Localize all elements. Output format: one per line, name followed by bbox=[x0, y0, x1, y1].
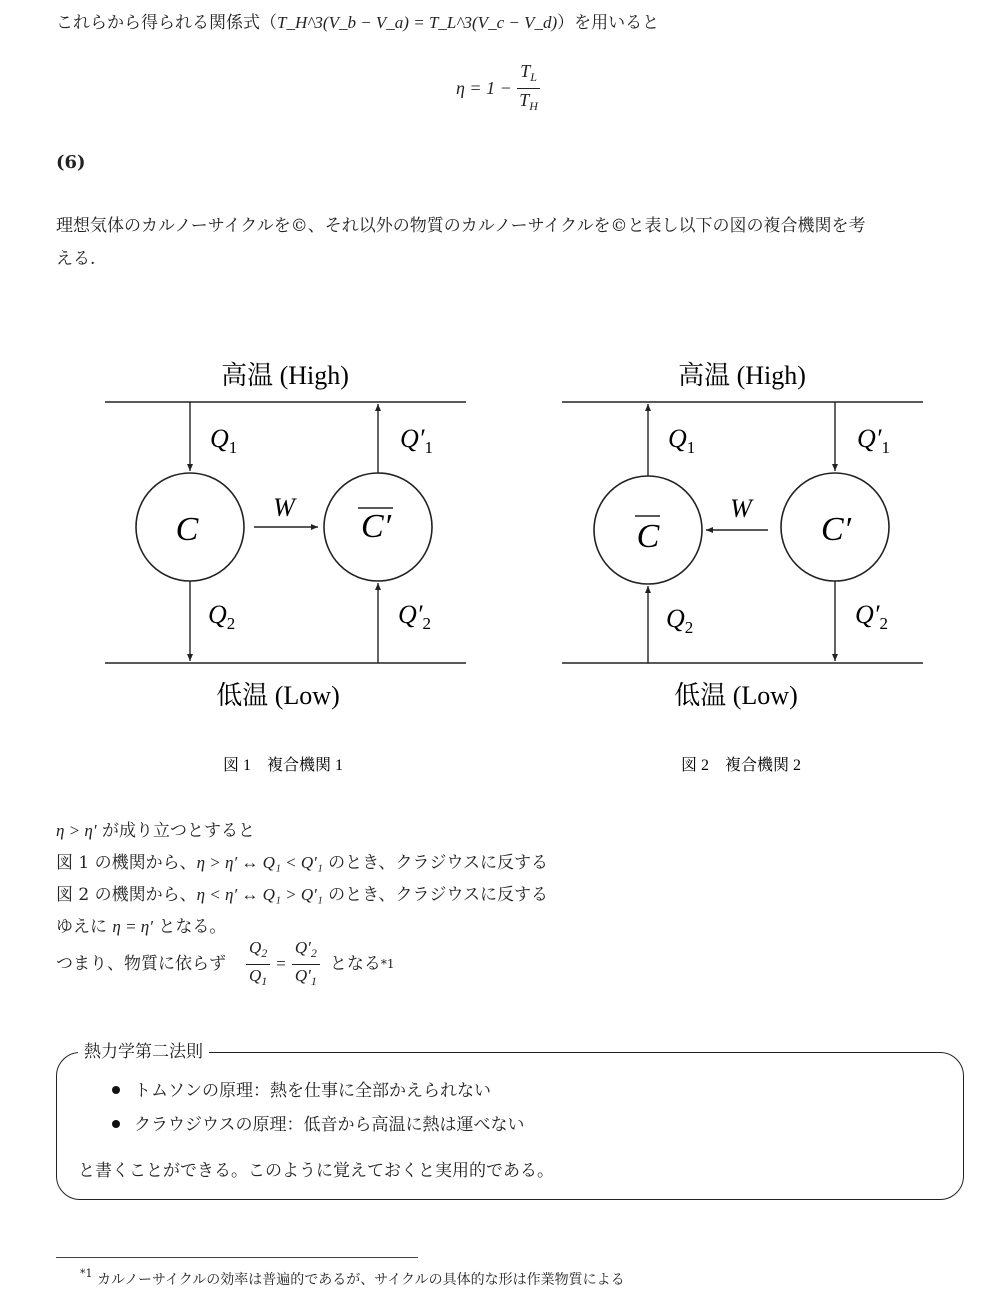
section-heading: (6) bbox=[56, 152, 86, 173]
argument-line-1 bbox=[56, 820, 255, 842]
fig2-q2p-label: $Q'_2$ bbox=[855, 600, 888, 633]
arg4-suffix: となる。 bbox=[152, 917, 227, 937]
fig2-q1-label: $Q_1$ bbox=[668, 424, 696, 457]
arg5-prefix: つまり、物質に依らず bbox=[56, 954, 226, 974]
law-box-note: と書くことができる。このように覚えておくと実用的である。 bbox=[78, 1161, 554, 1181]
fig2-caption: 図 2 複合機関 2 bbox=[680, 757, 802, 774]
argument-line-3 bbox=[56, 884, 548, 906]
fig2-engine-c-label: C bbox=[636, 518, 660, 555]
intro-prefix: これらから得られる関係式（ bbox=[56, 13, 277, 33]
paragraph-line-2: える. bbox=[56, 249, 96, 269]
arg5-q1-sub: 1 bbox=[261, 973, 268, 988]
arg5-q2p-sub: 2 bbox=[310, 945, 317, 960]
footnote-mark: *1 bbox=[80, 1267, 93, 1280]
footnote-text: カルノーサイクルの効率は普遍的であるが、サイクルの具体的な形は作業物質による bbox=[96, 1272, 625, 1288]
fig1-q2p-label: $Q'_2$ bbox=[398, 600, 431, 633]
fig1-high-label: 高温 (High) bbox=[221, 361, 349, 390]
fig1-engine-cprime-label: C′ bbox=[360, 508, 392, 545]
arg4-math: η = η′ bbox=[112, 917, 153, 936]
formula-numerator: T bbox=[520, 61, 531, 81]
arg3-suffix: のとき、クラジウスに反する bbox=[322, 885, 548, 905]
fig2-work-label: W bbox=[730, 494, 752, 523]
fig2-engine-cprime-label: C′ bbox=[820, 511, 852, 548]
formula-denominator-sub: H bbox=[529, 99, 538, 113]
arg4-prefix: ゆえに bbox=[56, 917, 113, 937]
law-item-thomson bbox=[112, 1080, 491, 1102]
arg2-prefix: 図 1 の機関から、 bbox=[56, 853, 197, 873]
paragraph-line-1: 理想気体のカルノーサイクルを©、それ以外の物質のカルノーサイクルを©と表し以下の図の複合機関を考 bbox=[56, 216, 866, 236]
fig1-low-label: 低温 (Low) bbox=[216, 681, 340, 710]
argument-line-5 bbox=[56, 938, 395, 990]
formula-numerator-sub: L bbox=[530, 70, 537, 84]
fig2-q2-label: $Q_2$ bbox=[666, 604, 694, 637]
fig1-q1-label: $Q_1$ bbox=[210, 424, 238, 457]
composite-engine-figures bbox=[0, 340, 992, 790]
formula-denominator: T bbox=[519, 90, 530, 110]
argument-line-2 bbox=[56, 852, 548, 874]
fig2-q1p-label: $Q'_1$ bbox=[857, 424, 890, 457]
arg1-text: が成り立つとすると bbox=[96, 821, 255, 841]
efficiency-formula bbox=[456, 60, 541, 117]
law-item-clausius bbox=[112, 1114, 525, 1136]
arg5-ratio: $\frac{Q_2}{Q_1}$ = $\frac{Q'_2}{Q'_1}$ bbox=[246, 937, 320, 992]
arg5-q1p-sub: 1 bbox=[310, 973, 317, 988]
arg3-prefix: 図 2 の機関から、 bbox=[56, 885, 197, 905]
fig2-low-label: 低温 (Low) bbox=[674, 681, 798, 710]
arg5-q2: Q bbox=[249, 937, 262, 957]
bullet-icon bbox=[112, 1086, 120, 1094]
arg5-q1p: Q′ bbox=[294, 965, 311, 985]
fig2-high-label: 高温 (High) bbox=[678, 361, 806, 390]
law-item-text: クラウジウスの原理：低音から高温に熱は運べない bbox=[134, 1115, 525, 1135]
footnote-rule bbox=[56, 1257, 418, 1258]
arg2-math: η > η′ ↔ Q₁ < Q′₁ bbox=[196, 853, 323, 872]
figure-2 bbox=[562, 361, 923, 774]
arg2-suffix: のとき、クラジウスに反する bbox=[322, 853, 548, 873]
fig1-engine-c-label: C bbox=[175, 511, 199, 548]
arg5-q1: Q bbox=[249, 965, 262, 985]
arg5-footnote-mark: *1 bbox=[380, 957, 395, 971]
intro-suffix: ）を用いると bbox=[557, 13, 660, 33]
law-item-text: トムソンの原理：熱を仕事に全部かえられない bbox=[134, 1081, 491, 1101]
arg5-suffix: となる bbox=[329, 954, 381, 974]
bullet-icon bbox=[112, 1120, 120, 1128]
fig1-q1p-label: $Q'_1$ bbox=[400, 424, 433, 457]
formula-lhs: η = 1 − bbox=[456, 78, 512, 98]
arg5-q2-sub: 2 bbox=[261, 945, 268, 960]
intro-relation: T_H^3(V_b − V_a) = T_L^3(V_c − V_d) bbox=[277, 13, 558, 32]
arg3-math: η < η′ ↔ Q₁ > Q′₁ bbox=[196, 885, 323, 904]
arg5-q2p: Q′ bbox=[294, 937, 311, 957]
intro-line bbox=[56, 12, 659, 34]
figure-1 bbox=[105, 361, 466, 774]
fig1-caption: 図 1 複合機関 1 bbox=[222, 757, 344, 774]
footnote bbox=[80, 1264, 625, 1290]
fig1-work-label: W bbox=[273, 493, 295, 522]
fig1-q2-label: $Q_2$ bbox=[208, 600, 236, 633]
argument-line-4 bbox=[56, 916, 226, 938]
second-law-title: 熱力学第二法則 bbox=[78, 1040, 209, 1064]
arg1-math: η > η′ bbox=[56, 821, 97, 840]
